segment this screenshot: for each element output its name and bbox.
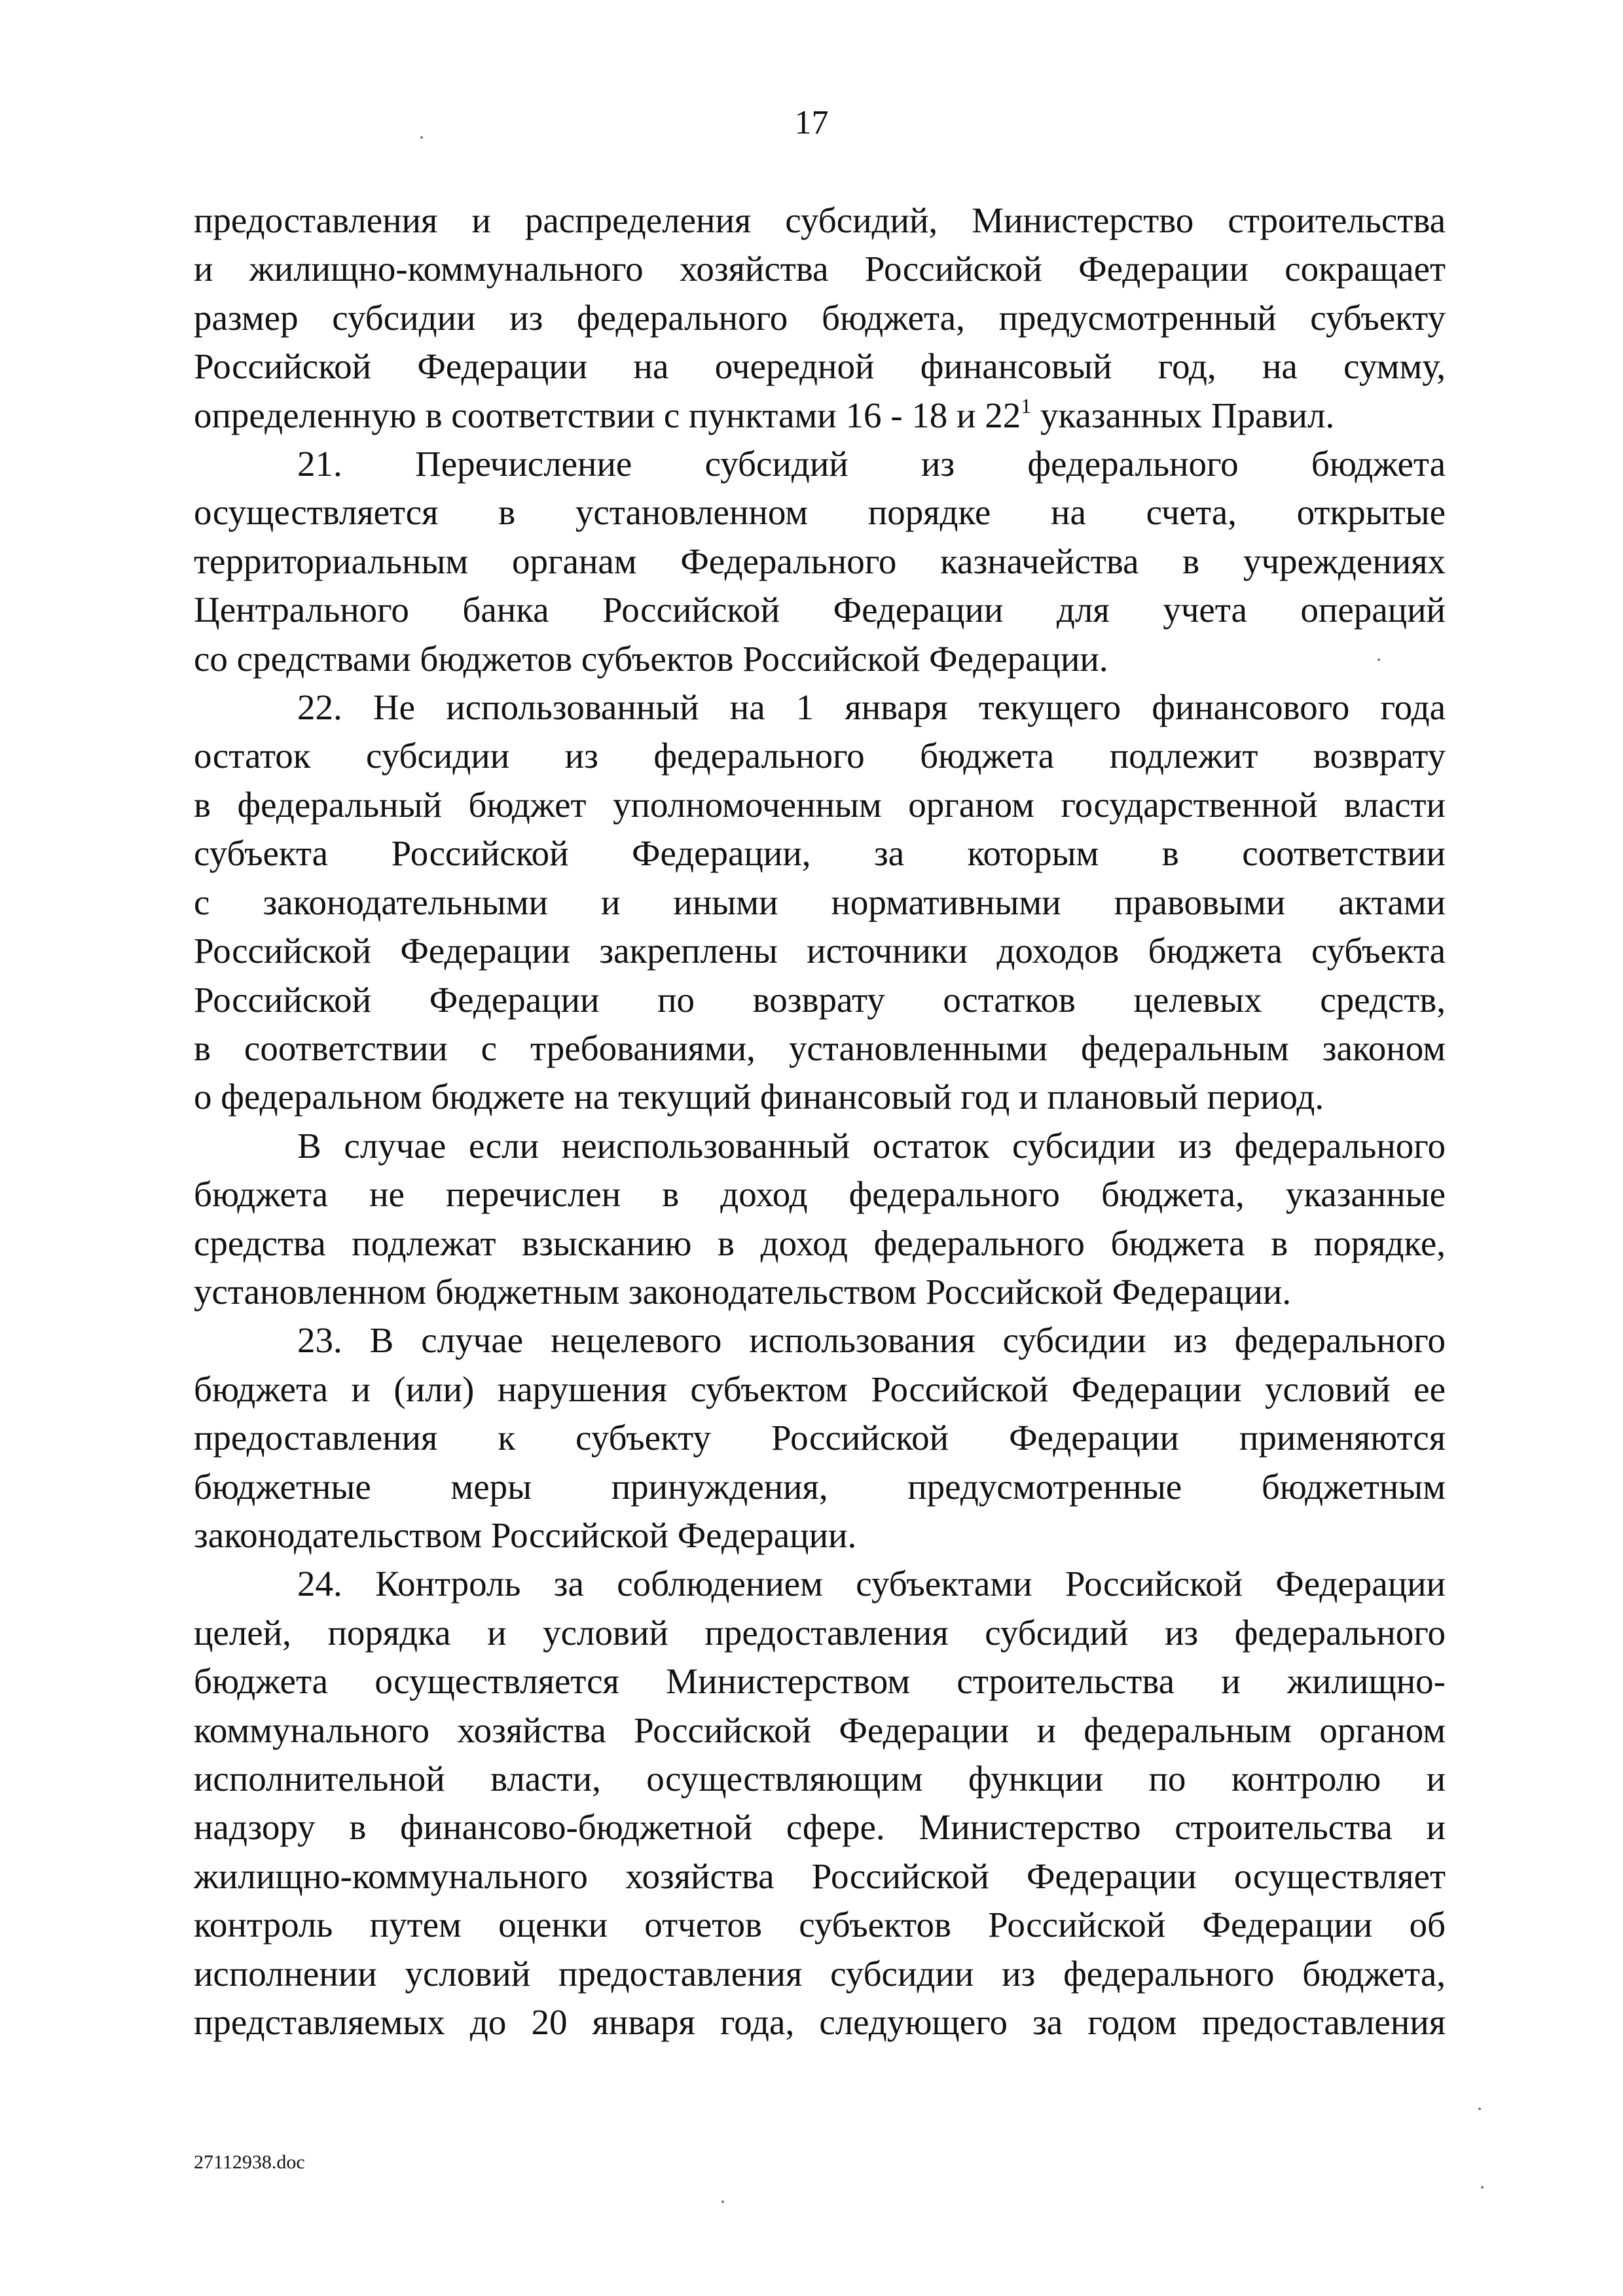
superscript: 1 [1021,393,1032,418]
text-line: Центрального банка Российской Федерации для учета операций [194,590,1446,630]
text-line-part: указанных Правил. [1031,395,1335,435]
text-line: с законодательными и иными нормативными правовыми актами [194,882,1446,922]
text-line-part: определенную в соответствии с пунктами 16 - 18 и 22 [194,395,1021,435]
text-line: и жилищно-коммунального хозяйства Российской Федерации сокращает [194,249,1446,289]
scan-speck [1478,2108,1481,2110]
paragraph-22-line: 22. Не использованный на 1 января текущего финансового года [297,687,1446,728]
text-line: остаток субсидии из федерального бюджета подлежит возврату [194,736,1446,776]
text-line: со средствами бюджетов субъектов Российской Федерации. [194,638,1108,679]
scan-speck [1481,2186,1484,2189]
text-line: надзору в финансово-бюджетной сфере. Министерство строительства и [194,1807,1446,1848]
text-line: в соответствии с требованиями, установленными федеральным законом [194,1028,1446,1068]
text-line: коммунального хозяйства Российской Федерации и федеральным органом [194,1710,1446,1750]
text-line: территориальным органам Федерального казначейства в учреждениях [194,541,1446,581]
text-line: Российской Федерации по возврату остатков целевых средств, [194,979,1446,1020]
paragraph-21-line: 21. Перечисление субсидий из федерального бюджета [297,444,1446,484]
paragraph-24-line: 24. Контроль за соблюдением субъектами Российской Федерации [297,1564,1446,1604]
text-line: контроль путем оценки отчетов субъектов Российской Федерации об [194,1905,1446,1945]
text-line: целей, порядка и условий предоставления субсидий из федерального [194,1612,1446,1653]
text-line: предоставления и распределения субсидий, Министерство строительства [194,200,1446,240]
text-line: исполнении условий предоставления субсидии из федерального бюджета, [194,1953,1446,1994]
text-line [194,391,1446,440]
text-line: бюджета не перечислен в доход федерального бюджета, указанные [194,1174,1446,1215]
paragraph-23-line: 23. В случае нецелевого использования субсидии из федерального [297,1320,1446,1361]
text-line: бюджета осуществляется Министерством строительства и жилищно- [194,1661,1446,1702]
text-line: исполнительной власти, осуществляющим функции по контролю и [194,1759,1446,1799]
document-body [194,196,1446,2047]
text-line: субъекта Российской Федерации, за которым в соответствии [194,833,1446,874]
scan-speck [1377,658,1380,661]
text-line: осуществляется в установленном порядке на счета, открытые [194,492,1446,533]
text-line: Российской Федерации на очередной финансовый год, на сумму, [194,346,1446,387]
scan-speck [721,2200,724,2203]
text-line: бюджета и (или) нарушения субъектом Российской Федерации условий ее [194,1369,1446,1409]
text-line: установленном бюджетным законодательством Российской Федерации. [194,1271,1292,1312]
scan-speck [420,136,423,139]
text-line: жилищно-коммунального хозяйства Российской Федерации осуществляет [194,1856,1446,1896]
text-line: Российской Федерации закреплены источники доходов бюджета субъекта [194,931,1446,971]
text-line: о федеральном бюджете на текущий финансовый год и плановый период. [194,1077,1324,1117]
document-file-code: 27112938.doc [194,2151,305,2173]
text-line: законодательством Российской Федерации. [194,1515,857,1555]
text-line: средства подлежат взысканию в доход федерального бюджета в порядке, [194,1223,1446,1263]
text-line: бюджетные меры принуждения, предусмотренные бюджетным [194,1466,1446,1507]
paragraph-case-line: В случае если неиспользованный остаток субсидии из федерального [297,1125,1446,1166]
text-line: представляемых до 20 января года, следующего за годом предоставления [194,2002,1446,2043]
page-number: 17 [794,104,829,141]
text-line: предоставления к субъекту Российской Федерации применяются [194,1418,1446,1458]
text-line: в федеральный бюджет уполномоченным органом государственной власти [194,784,1446,825]
text-line: размер субсидии из федерального бюджета, предусмотренный субъекту [194,297,1446,338]
